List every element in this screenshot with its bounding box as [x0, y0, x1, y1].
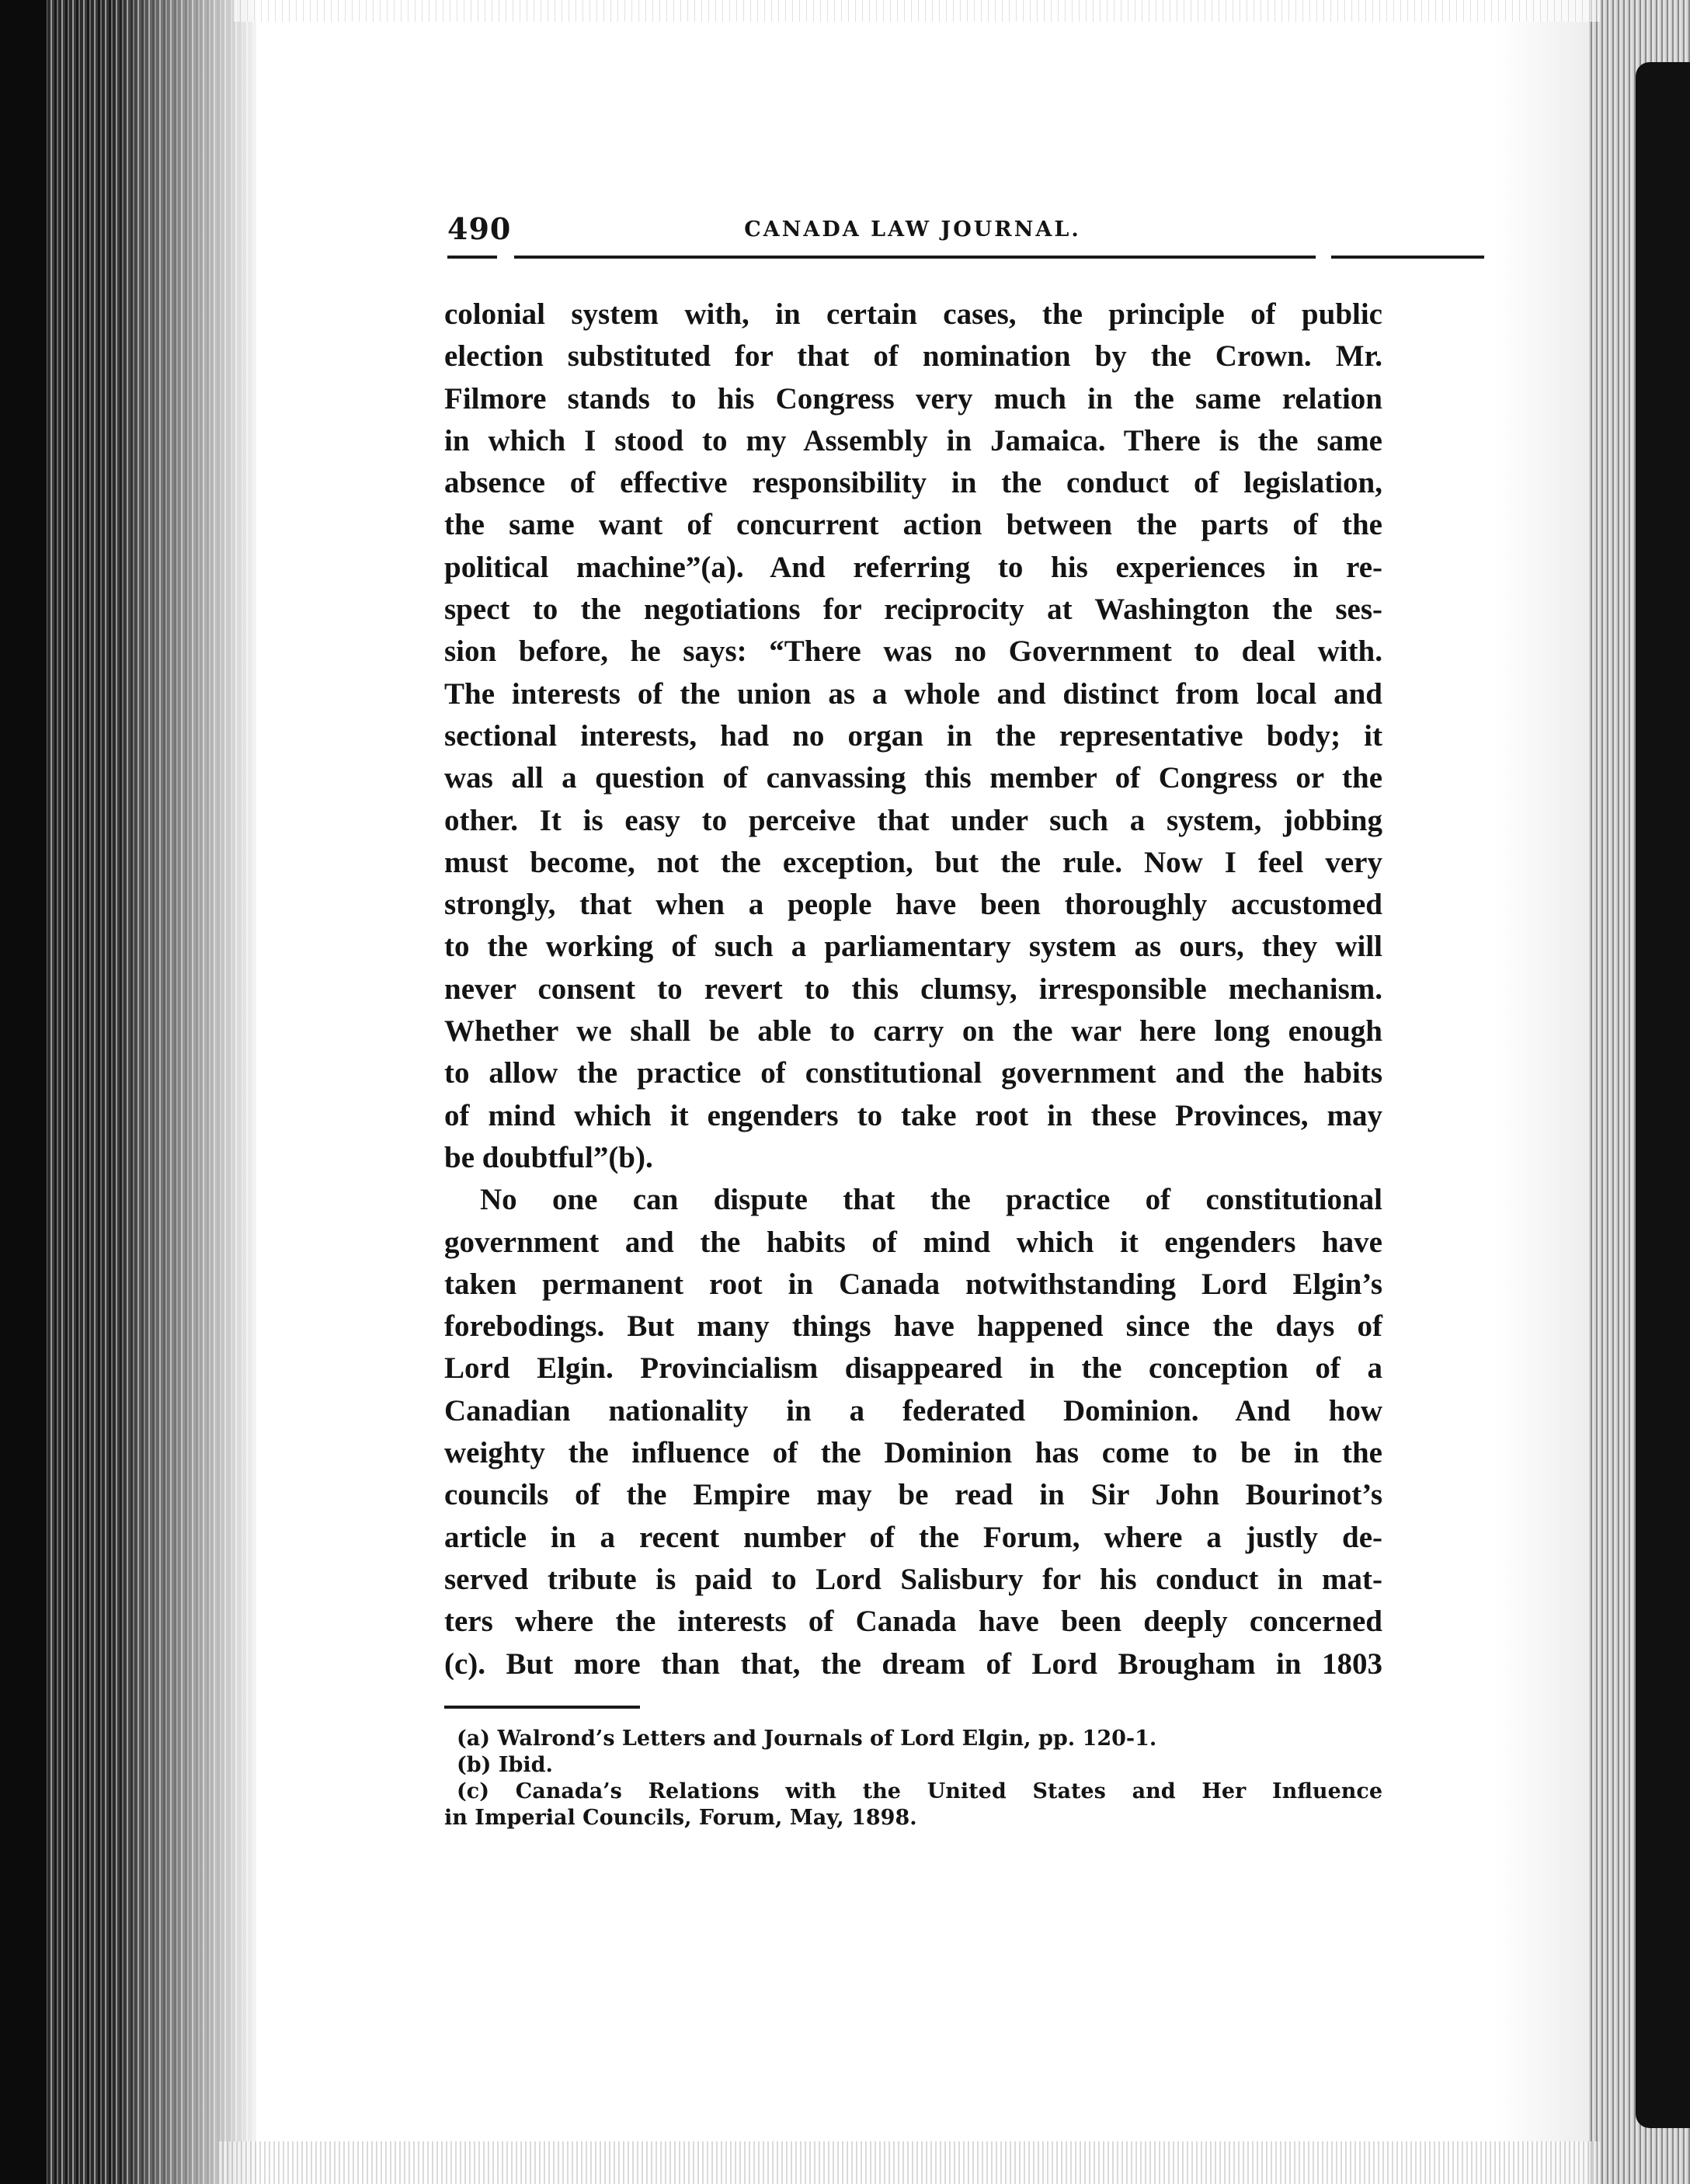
text-line: weighty the influence of the Dominion has come to be in the	[444, 1436, 1382, 1470]
text-line: to allow the practice of constitutional government and the habits	[444, 1056, 1382, 1090]
paragraph-1	[444, 294, 1382, 1179]
binding-edge-right	[1636, 62, 1690, 2128]
text-line: The interests of the union as a whole and distinct from local and	[444, 676, 1382, 711]
text-line: taken permanent root in Canada notwithstanding Lord Elgin’s	[444, 1267, 1382, 1301]
text-line: political machine”(a). And referring to his experiences in re-	[444, 550, 1382, 584]
text-line: of mind which it engenders to take root in these Provinces, may	[444, 1098, 1382, 1132]
footnote-c-line1: (c) Canada’s Relations with the United States and Her Influence	[457, 1779, 1382, 1803]
text-line: government and the habits of mind which it engenders have	[444, 1225, 1382, 1259]
text-line: Filmore stands to his Congress very much in the same relation	[444, 381, 1382, 416]
text-line: No one can dispute that the practice of constitutional	[480, 1183, 1382, 1217]
text-line: strongly, that when a people have been thoroughly accustomed	[444, 888, 1382, 922]
running-head: CANADA LAW JOURNAL.	[744, 217, 1081, 242]
footnote-c-line2: in Imperial Councils, Forum, May, 1898.	[444, 1806, 917, 1830]
text-line: be doubtful”(b).	[444, 1140, 653, 1174]
scan-noise-top	[233, 0, 1600, 22]
paragraph-2	[444, 1179, 1382, 1685]
text-line: spect to the negotiations for reciprocity at Washington the ses-	[444, 593, 1382, 627]
header-rule-main	[514, 256, 1316, 259]
text-line: must become, not the exception, but the rule. Now I feel very	[444, 845, 1382, 879]
text-line: ters where the interests of Canada have been deeply concerned	[444, 1605, 1382, 1639]
text-line: Canadian nationality in a federated Dominion. And how	[444, 1393, 1382, 1428]
text-line: forebodings. But many things have happened since the days of	[444, 1309, 1382, 1344]
scan-noise-bottom	[217, 2141, 1600, 2184]
text-line: served tribute is paid to Lord Salisbury for his conduct in mat-	[444, 1562, 1382, 1596]
footnote-b: (b) Ibid.	[457, 1753, 553, 1777]
header-rule-right	[1331, 256, 1484, 259]
page-number: 490	[447, 211, 512, 246]
binding-edge-left	[0, 0, 47, 2184]
text-line: in which I stood to my Assembly in Jamaica. There is the same	[444, 423, 1382, 457]
text-line: (c). But more than that, the dream of Lord Brougham in 1803	[444, 1647, 1382, 1681]
text-line: never consent to revert to this clumsy, irresponsible mechanism.	[444, 972, 1382, 1006]
page-edge-shade-right	[1496, 0, 1589, 2184]
text-line: the same want of concurrent action between the parts of the	[444, 508, 1382, 542]
body-text	[444, 294, 1382, 1685]
text-line: Lord Elgin. Provincialism disappeared in the conception of a	[444, 1351, 1382, 1386]
text-line: councils of the Empire may be read in Sir John Bourinot’s	[444, 1478, 1382, 1512]
text-line: election substituted for that of nomination by the Crown. Mr.	[444, 339, 1382, 374]
binding-fade-left	[116, 0, 264, 2184]
text-line: to the working of such a parliamentary system as ours, they will	[444, 930, 1382, 964]
text-line: other. It is easy to perceive that under such a system, jobbing	[444, 803, 1382, 837]
footnote-a: (a) Walrond’s Letters and Journals of Lord Elgin, pp. 120-1.	[457, 1727, 1157, 1751]
text-line: absence of effective responsibility in the conduct of legislation,	[444, 466, 1382, 500]
header-rule-left	[447, 256, 497, 259]
text-line: Whether we shall be able to carry on the war here long enough	[444, 1014, 1382, 1049]
footnote-rule	[444, 1706, 640, 1709]
text-line: sectional interests, had no organ in the representative body; it	[444, 718, 1382, 753]
text-line: article in a recent number of the Forum, where a justly de-	[444, 1520, 1382, 1554]
page-header	[447, 211, 1378, 266]
footnotes	[444, 1726, 1382, 1831]
text-line: was all a question of canvassing this member of Congress or the	[444, 761, 1382, 795]
text-line: sion before, he says: “There was no Government to deal with.	[444, 635, 1382, 669]
text-line: colonial system with, in certain cases, the principle of public	[444, 297, 1382, 331]
